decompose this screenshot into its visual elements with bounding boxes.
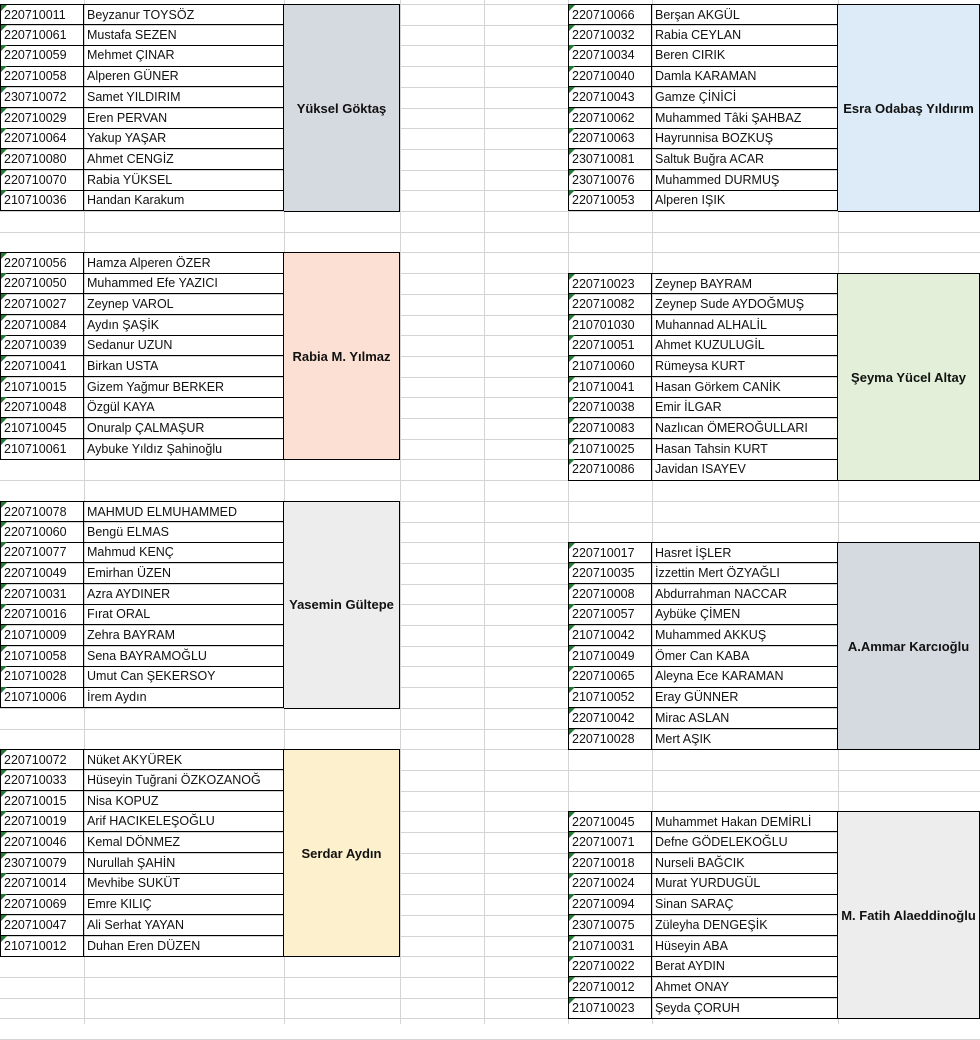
student-name-cell[interactable]: Yakup YAŞAR xyxy=(84,128,284,149)
student-id-cell[interactable]: 220710019 xyxy=(0,811,84,832)
student-name-cell[interactable]: Damla KARAMAN xyxy=(652,66,838,87)
student-id-cell[interactable]: 210710025 xyxy=(568,439,652,460)
student-id-cell[interactable]: 220710040 xyxy=(568,66,652,87)
student-id-cell[interactable]: 220710056 xyxy=(0,252,84,273)
student-id-cell[interactable]: 230710079 xyxy=(0,853,84,874)
student-id-cell[interactable]: 210710052 xyxy=(568,687,652,708)
student-name-cell[interactable]: Murat YURDUGÜL xyxy=(652,873,838,894)
student-id-cell[interactable]: 220710071 xyxy=(568,832,652,853)
student-name-cell[interactable]: Rabia YÜKSEL xyxy=(84,170,284,191)
student-id-cell[interactable]: 210710042 xyxy=(568,625,652,646)
advisor-merged-cell[interactable]: Şeyma Yücel Altay xyxy=(838,273,980,481)
student-id-cell[interactable]: 220710086 xyxy=(568,459,652,480)
student-id-cell[interactable]: 220710008 xyxy=(568,584,652,605)
student-id-cell[interactable]: 220710062 xyxy=(568,108,652,129)
student-name-cell[interactable]: Hamza Alperen ÖZER xyxy=(84,252,284,273)
student-id-cell[interactable]: 210710009 xyxy=(0,625,84,646)
student-name-cell[interactable]: Berşan AKGÜL xyxy=(652,4,838,25)
student-id-cell[interactable]: 210710036 xyxy=(0,190,84,211)
student-name-cell[interactable]: Mustafa SEZEN xyxy=(84,25,284,46)
student-name-cell[interactable]: Sinan SARAÇ xyxy=(652,894,838,915)
student-id-cell[interactable]: 210710049 xyxy=(568,646,652,667)
student-name-cell[interactable]: Eray GÜNNER xyxy=(652,687,838,708)
student-id-cell[interactable]: 220710077 xyxy=(0,542,84,563)
student-id-cell[interactable]: 210710058 xyxy=(0,646,84,667)
student-id-cell[interactable]: 210710061 xyxy=(0,439,84,460)
student-name-cell[interactable]: Javidan ISAYEV xyxy=(652,459,838,480)
student-id-cell[interactable]: 220710069 xyxy=(0,894,84,915)
student-id-cell[interactable]: 220710094 xyxy=(568,894,652,915)
student-name-cell[interactable]: Zeynep VAROL xyxy=(84,294,284,315)
student-name-cell[interactable]: Azra AYDINER xyxy=(84,584,284,605)
student-name-cell[interactable]: Aybuke Yıldız Şahinoğlu xyxy=(84,439,284,460)
student-name-cell[interactable]: Gizem Yağmur BERKER xyxy=(84,377,284,398)
student-name-cell[interactable]: Özgül KAYA xyxy=(84,397,284,418)
student-id-cell[interactable]: 220710051 xyxy=(568,335,652,356)
student-name-cell[interactable]: Zeynep Sude AYDOĞMUŞ xyxy=(652,294,838,315)
student-name-cell[interactable]: Aleyna Ece KARAMAN xyxy=(652,666,838,687)
student-id-cell[interactable]: 220710032 xyxy=(568,25,652,46)
student-name-cell[interactable]: Şeyda ÇORUH xyxy=(652,998,838,1019)
student-id-cell[interactable]: 210710028 xyxy=(0,666,84,687)
student-name-cell[interactable]: İrem Aydın xyxy=(84,687,284,708)
student-name-cell[interactable]: MAHMUD ELMUHAMMED xyxy=(84,501,284,522)
student-id-cell[interactable]: 220710070 xyxy=(0,170,84,191)
student-id-cell[interactable]: 230710076 xyxy=(568,170,652,191)
student-name-cell[interactable]: Alperen GÜNER xyxy=(84,66,284,87)
student-id-cell[interactable]: 220710082 xyxy=(568,294,652,315)
student-name-cell[interactable]: Mahmud KENÇ xyxy=(84,542,284,563)
student-name-cell[interactable]: Nurullah ŞAHİN xyxy=(84,853,284,874)
student-name-cell[interactable]: Nurseli BAĞCIK xyxy=(652,853,838,874)
student-id-cell[interactable]: 220710014 xyxy=(0,873,84,894)
student-name-cell[interactable]: İzzettin Mert ÖZYAĞLI xyxy=(652,563,838,584)
student-name-cell[interactable]: Bengü ELMAS xyxy=(84,522,284,543)
student-id-cell[interactable]: 230710075 xyxy=(568,915,652,936)
student-id-cell[interactable]: 220710043 xyxy=(568,87,652,108)
student-name-cell[interactable]: Gamze ÇİNİCİ xyxy=(652,87,838,108)
student-id-cell[interactable]: 220710012 xyxy=(568,977,652,998)
student-name-cell[interactable]: Rabia CEYLAN xyxy=(652,25,838,46)
student-id-cell[interactable]: 220710083 xyxy=(568,418,652,439)
student-id-cell[interactable]: 220710027 xyxy=(0,294,84,315)
student-name-cell[interactable]: Emre KILIÇ xyxy=(84,894,284,915)
student-id-cell[interactable]: 210710012 xyxy=(0,936,84,957)
student-name-cell[interactable]: Ali Serhat YAYAN xyxy=(84,915,284,936)
student-name-cell[interactable]: Mevhibe SUKÜT xyxy=(84,873,284,894)
student-name-cell[interactable]: Umut Can ŞEKERSOY xyxy=(84,666,284,687)
student-id-cell[interactable]: 220710060 xyxy=(0,522,84,543)
grid-col-line xyxy=(400,0,401,1024)
student-id-cell[interactable]: 220710063 xyxy=(568,128,652,149)
student-name-cell[interactable]: Mehmet ÇINAR xyxy=(84,45,284,66)
student-name-cell[interactable]: Sena BAYRAMOĞLU xyxy=(84,646,284,667)
student-id-cell[interactable]: 210710023 xyxy=(568,998,652,1019)
student-id-cell[interactable]: 230710081 xyxy=(568,149,652,170)
advisor-merged-cell[interactable]: A.Ammar Karcıoğlu xyxy=(838,542,980,750)
student-name-cell[interactable]: Hayrunnisa BOZKUŞ xyxy=(652,128,838,149)
student-id-cell[interactable]: 220710029 xyxy=(0,108,84,129)
student-id-cell[interactable]: 220710034 xyxy=(568,45,652,66)
student-id-cell[interactable]: 220710053 xyxy=(568,190,652,211)
student-id-cell[interactable]: 220710050 xyxy=(0,273,84,294)
student-name-cell[interactable]: Berat AYDIN xyxy=(652,956,838,977)
student-name-cell[interactable]: Sedanur UZUN xyxy=(84,335,284,356)
student-id-cell[interactable]: 220710011 xyxy=(0,4,84,25)
student-id-cell[interactable]: 220710015 xyxy=(0,791,84,812)
student-name-cell[interactable]: Kemal DÖNMEZ xyxy=(84,832,284,853)
student-name-cell[interactable]: Ahmet ONAY xyxy=(652,977,838,998)
student-name-cell[interactable]: Emir İLGAR xyxy=(652,397,838,418)
student-name-cell[interactable]: Mirac ASLAN xyxy=(652,708,838,729)
student-name-cell[interactable]: Duhan Eren DÜZEN xyxy=(84,936,284,957)
student-name-cell[interactable]: Onuralp ÇALMAŞUR xyxy=(84,418,284,439)
student-name-cell[interactable]: Emirhan ÜZEN xyxy=(84,563,284,584)
student-name-cell[interactable]: Nüket AKYÜREK xyxy=(84,749,284,770)
student-id-cell[interactable]: 220710065 xyxy=(568,666,652,687)
student-name-cell[interactable]: Fırat ORAL xyxy=(84,604,284,625)
student-name-cell[interactable]: Nazlıcan ÖMEROĞULLARI xyxy=(652,418,838,439)
student-name-cell[interactable]: Muhammed Efe YAZICI xyxy=(84,273,284,294)
student-id-cell[interactable]: 220710080 xyxy=(0,149,84,170)
grid-row-line xyxy=(0,232,980,233)
student-name-cell[interactable]: Mert AŞIK xyxy=(652,729,838,750)
student-id-cell[interactable]: 220710049 xyxy=(0,563,84,584)
student-id-cell[interactable]: 210710015 xyxy=(0,377,84,398)
student-name-cell[interactable]: Beren CIRIK xyxy=(652,45,838,66)
student-name-cell[interactable]: Züleyha DENGEŞİK xyxy=(652,915,838,936)
student-name-cell[interactable]: Samet YILDIRIM xyxy=(84,87,284,108)
student-name-cell[interactable]: Saltuk Buğra ACAR xyxy=(652,149,838,170)
student-name-cell[interactable]: Rümeysa KURT xyxy=(652,356,838,377)
student-id-cell[interactable]: 220710045 xyxy=(568,811,652,832)
advisor-merged-cell[interactable]: Yasemin Gültepe xyxy=(284,501,400,709)
student-id-cell[interactable]: 220710078 xyxy=(0,501,84,522)
student-id-cell[interactable]: 220710024 xyxy=(568,873,652,894)
student-name-cell[interactable]: Muhammet Hakan DEMİRLİ xyxy=(652,811,838,832)
advisor-merged-cell[interactable]: Esra Odabaş Yıldırım xyxy=(838,4,980,212)
student-id-cell[interactable]: 220710046 xyxy=(0,832,84,853)
student-id-cell[interactable]: 220710041 xyxy=(0,356,84,377)
student-name-cell[interactable]: Aybüke ÇİMEN xyxy=(652,604,838,625)
student-id-cell[interactable]: 220710057 xyxy=(568,604,652,625)
student-id-cell[interactable]: 220710064 xyxy=(0,128,84,149)
student-id-cell[interactable]: 210710006 xyxy=(0,687,84,708)
student-id-cell[interactable]: 220710048 xyxy=(0,397,84,418)
student-name-cell[interactable]: Arif HACIKELEŞOĞLU xyxy=(84,811,284,832)
student-name-cell[interactable]: Birkan USTA xyxy=(84,356,284,377)
student-name-cell[interactable]: Ahmet KUZULUGİL xyxy=(652,335,838,356)
student-id-cell[interactable]: 220710018 xyxy=(568,853,652,874)
student-id-cell[interactable]: 210710031 xyxy=(568,936,652,957)
student-name-cell[interactable]: Handan Karakum xyxy=(84,190,284,211)
student-name-cell[interactable]: Hüseyin Tuğrani ÖZKOZANOĞ xyxy=(84,770,284,791)
student-id-cell[interactable]: 220710017 xyxy=(568,542,652,563)
student-id-cell[interactable]: 220710023 xyxy=(568,273,652,294)
student-name-cell[interactable]: Beyzanur TOYSÖZ xyxy=(84,4,284,25)
student-id-cell[interactable]: 220710022 xyxy=(568,956,652,977)
grid-col-line xyxy=(484,0,485,1024)
student-id-cell[interactable]: 220710072 xyxy=(0,749,84,770)
student-name-cell[interactable]: Muhammed Tâki ŞAHBAZ xyxy=(652,108,838,129)
student-id-cell[interactable]: 230710072 xyxy=(0,87,84,108)
student-id-cell[interactable]: 220710066 xyxy=(568,4,652,25)
advisor-merged-cell[interactable]: Rabia M. Yılmaz xyxy=(284,252,400,460)
student-id-cell[interactable]: 220710061 xyxy=(0,25,84,46)
student-name-cell[interactable]: Aydın ŞAŞİK xyxy=(84,315,284,336)
student-name-cell[interactable]: Eren PERVAN xyxy=(84,108,284,129)
student-name-cell[interactable]: Hasret İŞLER xyxy=(652,542,838,563)
student-name-cell[interactable]: Muhannad ALHALİL xyxy=(652,315,838,336)
student-id-cell[interactable]: 210710060 xyxy=(568,356,652,377)
student-id-cell[interactable]: 210710041 xyxy=(568,377,652,398)
student-id-cell[interactable]: 220710016 xyxy=(0,604,84,625)
student-name-cell[interactable]: Alperen IŞIK xyxy=(652,190,838,211)
student-id-cell[interactable]: 220710028 xyxy=(568,729,652,750)
student-name-cell[interactable]: Defne GÖDELEKOĞLU xyxy=(652,832,838,853)
student-name-cell[interactable]: Zehra BAYRAM xyxy=(84,625,284,646)
student-name-cell[interactable]: Ömer Can KABA xyxy=(652,646,838,667)
student-id-cell[interactable]: 220710047 xyxy=(0,915,84,936)
student-id-cell[interactable]: 220710039 xyxy=(0,335,84,356)
student-id-cell[interactable]: 220710058 xyxy=(0,66,84,87)
student-name-cell[interactable]: Nisa KOPUZ xyxy=(84,791,284,812)
advisor-merged-cell[interactable]: Serdar Aydın xyxy=(284,749,400,957)
student-name-cell[interactable]: Hasan Tahsin KURT xyxy=(652,439,838,460)
advisor-merged-cell[interactable]: Yüksel Göktaş xyxy=(284,4,400,212)
student-id-cell[interactable]: 220710038 xyxy=(568,397,652,418)
student-name-cell[interactable]: Hüseyin ABA xyxy=(652,936,838,957)
student-id-cell[interactable]: 220710059 xyxy=(0,45,84,66)
student-id-cell[interactable]: 220710042 xyxy=(568,708,652,729)
student-name-cell[interactable]: Muhammed AKKUŞ xyxy=(652,625,838,646)
student-id-cell[interactable]: 220710031 xyxy=(0,584,84,605)
student-name-cell[interactable]: Zeynep BAYRAM xyxy=(652,273,838,294)
student-id-cell[interactable]: 220710035 xyxy=(568,563,652,584)
student-id-cell[interactable]: 220710033 xyxy=(0,770,84,791)
student-id-cell[interactable]: 210710045 xyxy=(0,418,84,439)
student-id-cell[interactable]: 220710084 xyxy=(0,315,84,336)
advisor-merged-cell[interactable]: M. Fatih Alaeddinoğlu xyxy=(838,811,980,1019)
student-name-cell[interactable]: Abdurrahman NACCAR xyxy=(652,584,838,605)
student-name-cell[interactable]: Ahmet CENGİZ xyxy=(84,149,284,170)
student-name-cell[interactable]: Muhammed DURMUŞ xyxy=(652,170,838,191)
student-name-cell[interactable]: Hasan Görkem CANİK xyxy=(652,377,838,398)
student-id-cell[interactable]: 210701030 xyxy=(568,315,652,336)
